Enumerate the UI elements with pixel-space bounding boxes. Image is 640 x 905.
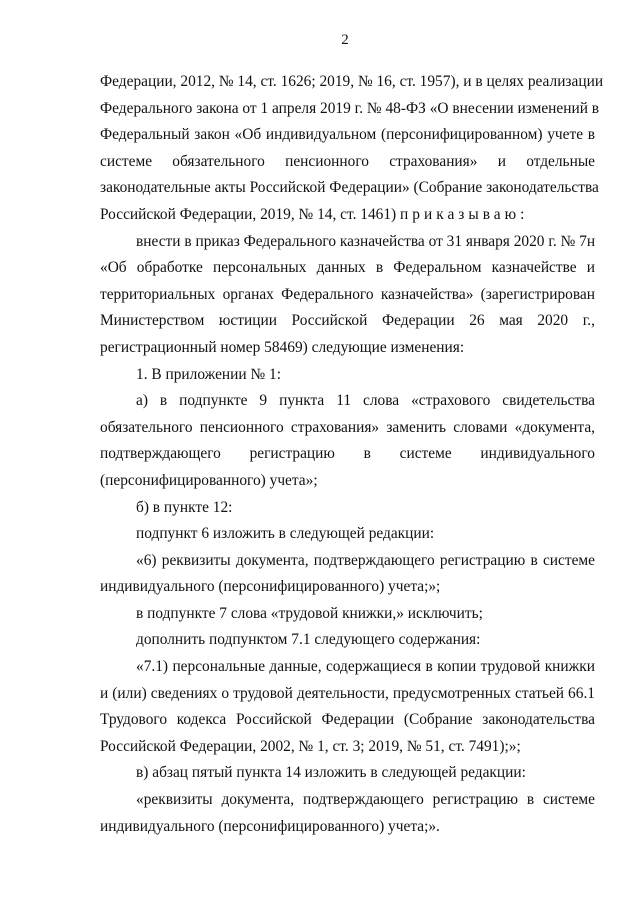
paragraph-line-6-text: Российской Федерации, 2019, № 14, ст. 1461) <box>100 205 397 223</box>
paragraph-line-18: подпункт 6 изложить в следующей редакции: <box>136 525 435 543</box>
paragraph-line-17: б) в пункте 12: <box>136 498 233 516</box>
paragraph-line-28: «реквизиты документа, подтверждающего регистрацию в системе <box>136 791 595 809</box>
paragraph-line-7: внести в приказ Федерального казначейства от 31 января 2020 г. № 7н <box>136 232 596 250</box>
paragraph-line-19: «6) реквизиты документа, подтверждающего регистрацию в системе <box>136 551 595 569</box>
paragraph-line-29: индивидуального (персонифицированного) учета;». <box>100 817 440 835</box>
paragraph-line-16: (персонифицированного) учета»; <box>100 471 318 489</box>
paragraph-line-4: системе обязательного пенсионного страхования» и отдельные <box>100 152 595 170</box>
paragraph-line-23: «7.1) персональные данные, содержащиеся в копии трудовой книжки <box>136 658 595 676</box>
paragraph-line-6 <box>100 202 595 229</box>
order-word: приказываю: <box>400 205 529 223</box>
paragraph-line-3: Федеральный закон «Об индивидуальном (персонифицированном) учете в <box>100 126 595 144</box>
paragraph-line-27: в) абзац пятый пункта 14 изложить в следующей редакции: <box>136 764 526 782</box>
paragraph-line-24: и (или) сведениях о трудовой деятельности, предусмотренных статьей 66.1 <box>100 684 595 702</box>
paragraph-line-1: Федерации, 2012, № 14, ст. 1626; 2019, № 16, ст. 1957), и в целях реализации <box>100 73 604 90</box>
paragraph-line-12: 1. В приложении № 1: <box>136 365 281 383</box>
paragraph-line-9: территориальных органах Федерального казначейства» (зарегистрирован <box>100 285 595 303</box>
paragraph-line-21: в подпункте 7 слова «трудовой книжки,» исключить; <box>136 604 483 622</box>
paragraph-line-8: «Об обработке персональных данных в Федеральном казначействе и <box>100 259 595 277</box>
page-number: 2 <box>341 32 349 48</box>
paragraph-line-26: Российской Федерации, 2002, № 1, ст. 3; 2019, № 51, ст. 7491);»; <box>100 737 521 755</box>
document-body <box>100 69 604 840</box>
paragraph-line-2: Федерального закона от 1 апреля 2019 г. № 48-ФЗ «О внесении изменений в <box>100 99 600 117</box>
paragraph-line-5: законодательные акты Российской Федерации» (Собрание законодательства <box>100 179 599 197</box>
paragraph-line-14: обязательного пенсионного страхования» заменить словами «документа, <box>100 418 595 436</box>
paragraph-line-20: индивидуального (персонифицированного) учета;»; <box>100 578 441 596</box>
paragraph-line-22: дополнить подпунктом 7.1 следующего содержания: <box>136 631 481 649</box>
paragraph-line-13: а) в подпункте 9 пункта 11 слова «страхового свидетельства <box>136 392 595 410</box>
paragraph-line-11: регистрационный номер 58469) следующие изменения: <box>100 338 465 356</box>
paragraph-line-10: Министерством юстиции Российской Федерации 26 мая 2020 г., <box>100 312 595 330</box>
paragraph-line-15: подтверждающего регистрацию в системе индивидуального <box>100 445 595 463</box>
paragraph-line-25: Трудового кодекса Российской Федерации (Собрание законодательства <box>100 711 595 729</box>
